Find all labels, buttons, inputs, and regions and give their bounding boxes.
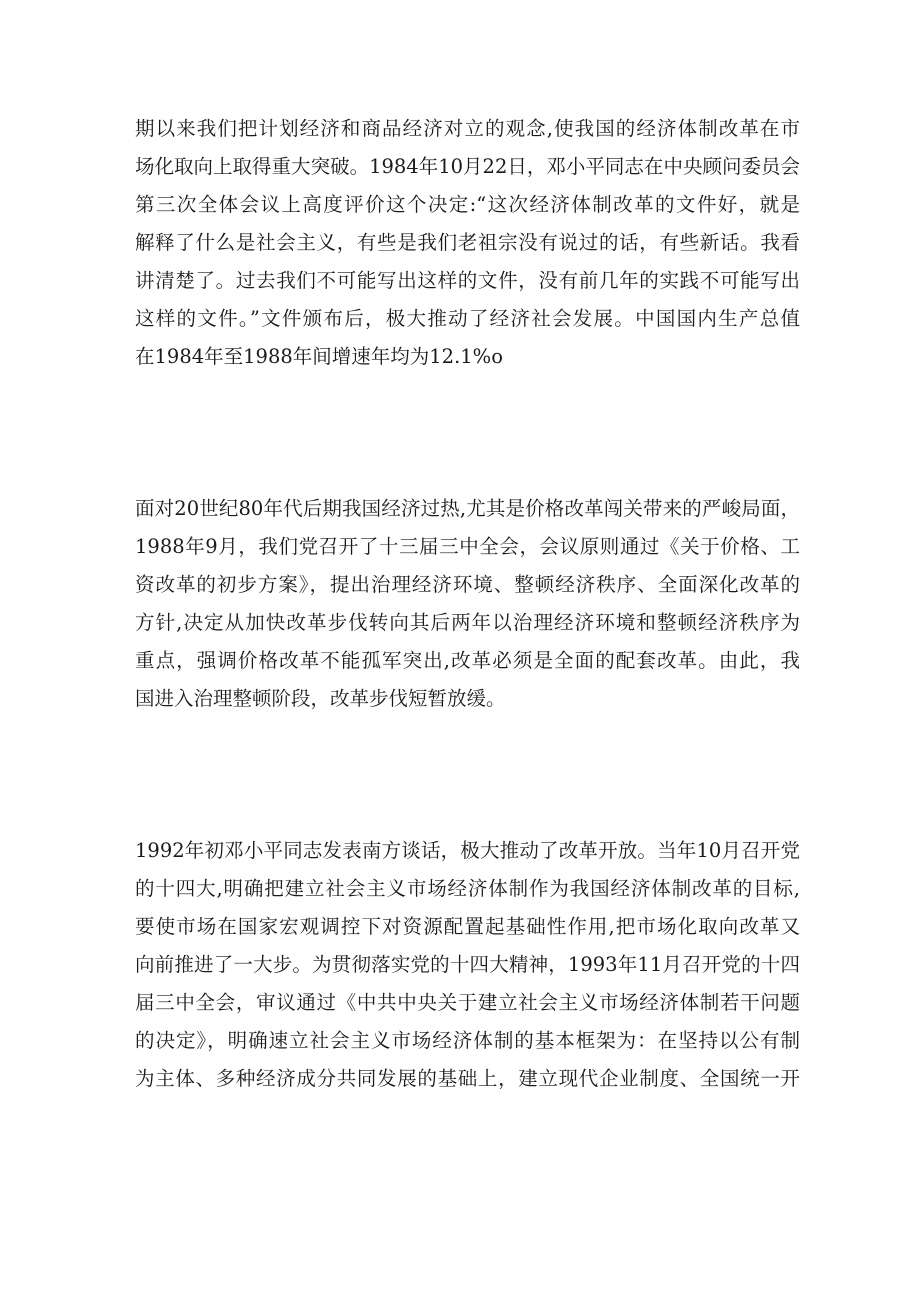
text-line: 届三中全会，审议通过《中共中央关于建立社会主义市场经济体制若干问题 [135, 991, 800, 1014]
text-line: 讲清楚了。过去我们不可能写出这样的文件，没有前几年的实践不可能写出 [135, 269, 800, 292]
text-line: 第三次全体会议上高度评价这个决定:“这次经济体制改革的文件好，就是 [135, 193, 800, 216]
text-line: 1992年初邓小平同志发表南方谈话，极大推动了改革开放。当年10月召开党 [135, 839, 800, 862]
text-line: 面对20世纪80年代后期我国经济过热,尤其是价格改革闯关带来的严峻局面， [135, 497, 800, 520]
text-line: 解释了什么是社会主义，有些是我们老祖宗没有说过的话，有些新话。我看 [135, 231, 800, 254]
text-line: 这样的文件。”文件颁布后，极大推动了经济社会发展。中国国内生产总值 [135, 307, 800, 330]
text-line: 的决定》，明确速立社会主义市场经济体制的基本框架为：在坚持以公有制 [135, 1029, 800, 1052]
text-line: 资改革的初步方案》，提出治理经济环境、整顿经济秩序、全面深化改革的 [135, 573, 800, 596]
paragraph-3 [135, 832, 800, 1098]
text-line: 国进入治理整顿阶段，改革步伐短暂放缓。 [135, 687, 506, 710]
text-line: 期以来我们把计划经济和商品经济对立的观念,使我国的经济体制改革在市 [135, 117, 800, 140]
text-line: 的十四大,明确把建立社会主义市场经济体制作为我国经济体制改革的目标, [135, 877, 800, 900]
text-line: 方针,决定从加快改革步伐转向其后两年以治理经济环境和整顿经济秩序为 [135, 611, 800, 634]
text-line: 重点，强调价格改革不能孤军突出,改革必须是全面的配套改革。由此，我 [135, 649, 800, 672]
text-line: 在1984年至1988年间增速年均为12.1%o [135, 345, 503, 368]
text-line: 为主体、多种经济成分共同发展的基础上，建立现代企业制度、全国统一开 [135, 1067, 800, 1090]
text-line: 1988年9月，我们党召开了十三届三中全会，会议原则通过《关于价格、工 [135, 535, 800, 558]
text-line: 向前推进了一大步。为贯彻落实党的十四大精神，1993年11月召开党的十四 [135, 953, 800, 976]
text-line: 场化取向上取得重大突破。1984年10月22日，邓小平同志在中央顾问委员会 [135, 155, 800, 178]
paragraph-1 [135, 110, 800, 376]
paragraph-2 [135, 490, 800, 718]
text-line: 要使市场在国家宏观调控下对资源配置起基础性作用,把市场化取向改革又 [135, 915, 800, 938]
